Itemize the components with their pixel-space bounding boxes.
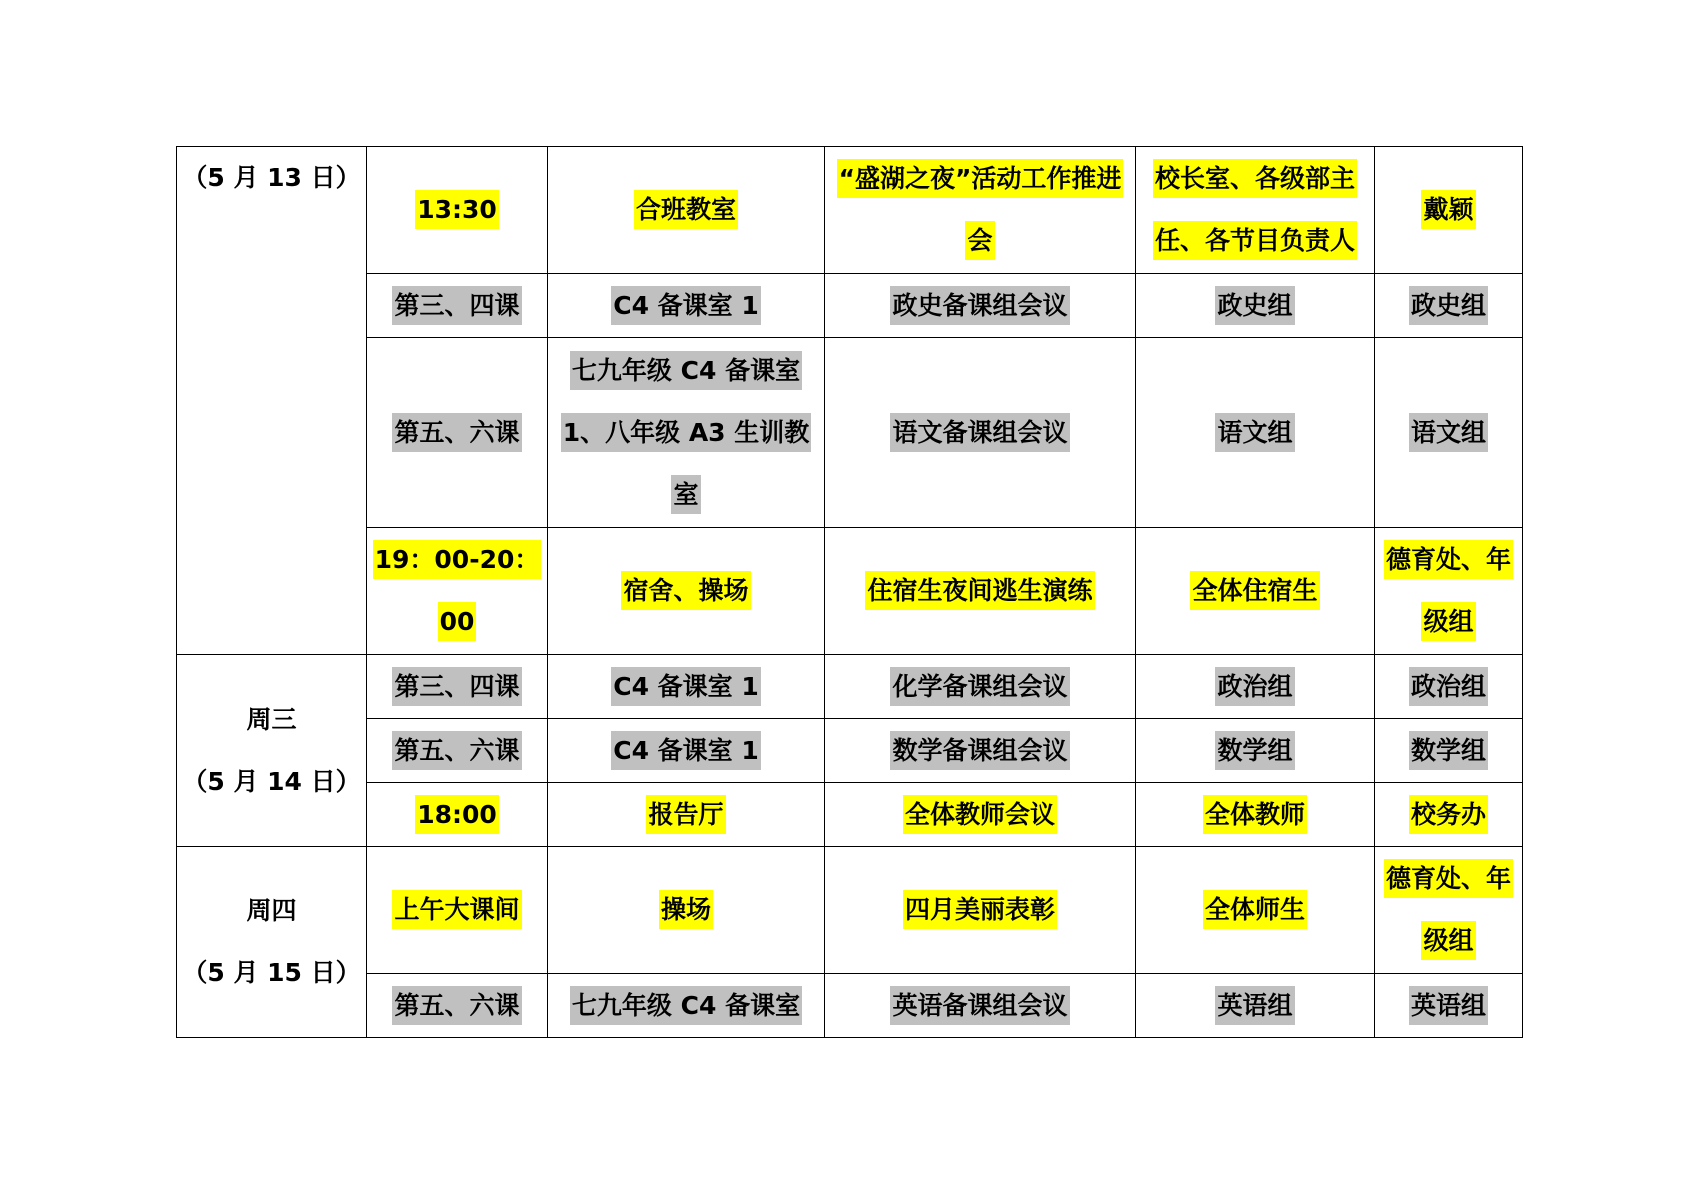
event-text: 住宿生夜间逃生演练 — [865, 571, 1094, 610]
participants-text: 全体教师 — [1203, 795, 1307, 834]
place-cell — [548, 147, 825, 274]
day-cell — [177, 655, 367, 847]
table-row — [177, 338, 1523, 528]
organizer-cell — [1375, 719, 1523, 783]
participants-text: 政史组 — [1215, 286, 1294, 325]
place-text: 宿舍、操场 — [621, 571, 750, 610]
time-text: 19：00-20：00 — [373, 540, 542, 641]
table-row — [177, 974, 1523, 1038]
event-cell — [825, 847, 1136, 974]
participants-text: 校长室、各级部主任、各节目负责人 — [1153, 159, 1357, 260]
time-cell — [367, 719, 548, 783]
place-cell — [548, 847, 825, 974]
participants-cell — [1136, 783, 1375, 847]
organizer-cell — [1375, 338, 1523, 528]
event-text: 语文备课组会议 — [890, 413, 1069, 452]
day-date: （5 月 15 日） — [182, 958, 361, 987]
participants-text: 全体住宿生 — [1190, 571, 1319, 610]
participants-cell — [1136, 974, 1375, 1038]
event-cell — [825, 974, 1136, 1038]
event-cell — [825, 655, 1136, 719]
time-cell — [367, 147, 548, 274]
place-cell — [548, 274, 825, 338]
time-text: 第三、四课 — [392, 286, 521, 325]
event-text: 化学备课组会议 — [890, 667, 1069, 706]
event-cell — [825, 783, 1136, 847]
time-cell — [367, 655, 548, 719]
event-text: 数学备课组会议 — [890, 731, 1069, 770]
organizer-text: 戴颖 — [1421, 190, 1475, 229]
place-text: 操场 — [659, 890, 713, 929]
event-text: “盛湖之夜”活动工作推进会 — [837, 159, 1124, 260]
organizer-text: 政治组 — [1409, 667, 1488, 706]
organizer-text: 校务办 — [1409, 795, 1488, 834]
time-text: 第三、四课 — [392, 667, 521, 706]
event-cell — [825, 274, 1136, 338]
time-text: 第五、六课 — [392, 986, 521, 1025]
place-cell — [548, 719, 825, 783]
organizer-text: 政史组 — [1409, 286, 1488, 325]
time-cell — [367, 528, 548, 655]
day-date: （5 月 13 日） — [182, 163, 361, 192]
organizer-cell — [1375, 147, 1523, 274]
time-cell — [367, 274, 548, 338]
organizer-text: 德育处、年级组 — [1384, 859, 1513, 960]
place-text: 七九年级 C4 备课室 1、八年级 A3 生训教室 — [561, 351, 812, 514]
table-row — [177, 528, 1523, 655]
place-text: C4 备课室 1 — [611, 731, 761, 770]
event-cell — [825, 528, 1136, 655]
place-text: C4 备课室 1 — [611, 667, 761, 706]
time-cell — [367, 338, 548, 528]
event-cell — [825, 147, 1136, 274]
participants-cell — [1136, 847, 1375, 974]
day-cell — [177, 847, 367, 1038]
participants-text: 英语组 — [1215, 986, 1294, 1025]
place-text: C4 备课室 1 — [611, 286, 761, 325]
participants-cell — [1136, 147, 1375, 274]
organizer-text: 数学组 — [1409, 731, 1488, 770]
time-text: 18:00 — [415, 795, 499, 834]
participants-cell — [1136, 274, 1375, 338]
participants-text: 数学组 — [1215, 731, 1294, 770]
participants-cell — [1136, 338, 1375, 528]
organizer-cell — [1375, 528, 1523, 655]
participants-cell — [1136, 719, 1375, 783]
place-cell — [548, 528, 825, 655]
table-row — [177, 783, 1523, 847]
table-row — [177, 847, 1523, 974]
place-text: 七九年级 C4 备课室 — [570, 986, 802, 1025]
organizer-text: 语文组 — [1409, 413, 1488, 452]
participants-text: 政治组 — [1215, 667, 1294, 706]
time-cell — [367, 783, 548, 847]
participants-cell — [1136, 655, 1375, 719]
organizer-cell — [1375, 655, 1523, 719]
day-name: 周四 — [246, 896, 297, 925]
organizer-cell — [1375, 847, 1523, 974]
organizer-cell — [1375, 974, 1523, 1038]
place-cell — [548, 655, 825, 719]
participants-text: 全体师生 — [1203, 890, 1307, 929]
event-cell — [825, 719, 1136, 783]
participants-cell — [1136, 528, 1375, 655]
organizer-cell — [1375, 274, 1523, 338]
table-row — [177, 655, 1523, 719]
event-text: 全体教师会议 — [903, 795, 1057, 834]
time-text: 上午大课间 — [392, 890, 521, 929]
place-cell — [548, 783, 825, 847]
time-cell — [367, 847, 548, 974]
table-row — [177, 274, 1523, 338]
day-date: （5 月 14 日） — [182, 766, 361, 796]
event-text: 政史备课组会议 — [890, 286, 1069, 325]
table-row — [177, 719, 1523, 783]
day-name: 周三 — [246, 704, 297, 734]
place-cell — [548, 338, 825, 528]
day-cell — [177, 147, 367, 655]
table-row — [177, 147, 1523, 274]
schedule-table — [176, 146, 1523, 1038]
time-text: 第五、六课 — [392, 413, 521, 452]
time-text: 13:30 — [415, 190, 499, 229]
place-text: 合班教室 — [634, 190, 738, 229]
place-cell — [548, 974, 825, 1038]
event-text: 四月美丽表彰 — [903, 890, 1057, 929]
organizer-text: 英语组 — [1409, 986, 1488, 1025]
event-cell — [825, 338, 1136, 528]
place-text: 报告厅 — [646, 795, 725, 834]
organizer-text: 德育处、年级组 — [1384, 540, 1513, 641]
participants-text: 语文组 — [1215, 413, 1294, 452]
organizer-cell — [1375, 783, 1523, 847]
time-cell — [367, 974, 548, 1038]
event-text: 英语备课组会议 — [890, 986, 1069, 1025]
time-text: 第五、六课 — [392, 731, 521, 770]
